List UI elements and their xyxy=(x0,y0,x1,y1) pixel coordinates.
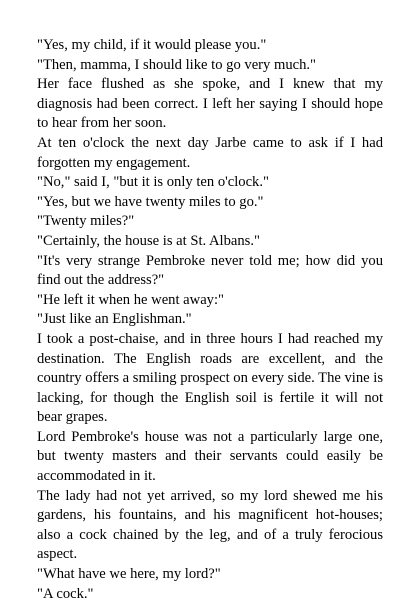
paragraph-10: "He left it when he went away:" xyxy=(37,291,224,308)
paragraph-15: "What have we here, my lord?" xyxy=(37,566,221,583)
paragraph-8: "Certainly, the house is at St. Albans." xyxy=(37,232,260,249)
paragraph-7: "Twenty miles?" xyxy=(37,213,135,230)
paragraph-9: "It's very strange Pembroke never told me; how did you find out the address?" xyxy=(37,252,383,289)
paragraph-11: "Just like an Englishman." xyxy=(37,311,192,328)
paragraph-12: I took a post-chaise, and in three hours I had reached my destination. The English roads are excellent, and the country offers a smiling prospect on every side. The vine is lacking, for though the English soil is fertile it will not bear grapes. xyxy=(37,330,383,426)
paragraph-6: "Yes, but we have twenty miles to go." xyxy=(37,193,264,210)
document-page xyxy=(37,36,383,604)
paragraph-14: The lady had not yet arrived, so my lord shewed me his gardens, his fountains, and his magnificent hot-houses; also a cock chained by the leg, and of a truly ferocious aspect. xyxy=(37,487,383,563)
paragraph-2: "Then, mamma, I should like to go very much." xyxy=(37,56,317,73)
paragraph-16: "A cock." xyxy=(37,585,94,602)
paragraph-3: Her face flushed as she spoke, and I knew that my diagnosis had been correct. I left her saying I should hope to hear from her soon. xyxy=(37,76,383,132)
paragraph-4: At ten o'clock the next day Jarbe came to ask if I had forgotten my engagement. xyxy=(37,134,383,171)
paragraph-13: Lord Pembroke's house was not a particularly large one, but twenty masters and their servants could easily be accommodated in it. xyxy=(37,428,383,485)
paragraph-5: "No," said I, "but it is only ten o'clock." xyxy=(37,174,269,191)
paragraph-1: "Yes, my child, if it would please you." xyxy=(37,37,267,53)
